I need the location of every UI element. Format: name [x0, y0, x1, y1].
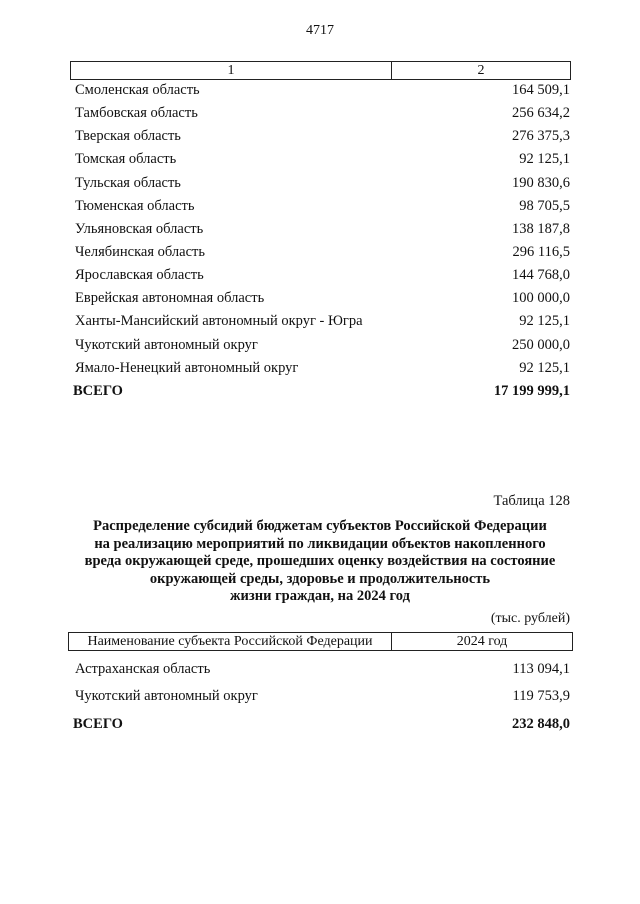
row-name: Тюменская область — [75, 197, 195, 214]
table-row — [75, 103, 570, 123]
row-name: Тамбовская область — [75, 104, 198, 121]
total-value: 232 848,0 — [512, 715, 570, 732]
row-name: Ярославская область — [75, 266, 204, 283]
row-name: Еврейская автономная область — [75, 289, 265, 306]
table2-header — [68, 632, 573, 651]
row-value: 296 116,5 — [512, 243, 570, 260]
row-value: 144 768,0 — [512, 266, 570, 283]
row-value: 276 375,3 — [512, 127, 570, 144]
units-label: (тыс. рублей) — [490, 611, 570, 626]
title-line: жизни граждан, на 2024 год — [230, 588, 410, 604]
row-value: 100 000,0 — [512, 289, 570, 306]
total-label: ВСЕГО — [73, 382, 123, 399]
table-row — [75, 288, 570, 308]
row-value: 138 187,8 — [512, 220, 570, 237]
table-row — [75, 80, 570, 100]
row-name: Тверская область — [75, 127, 181, 144]
table2-title — [60, 518, 580, 606]
table2-header-col2: 2024 год — [391, 633, 572, 650]
row-value: 98 705,5 — [519, 197, 570, 214]
row-name: Чукотский автономный округ — [75, 687, 258, 704]
title-line: на реализацию мероприятий по ликвидации объектов накопленного — [94, 535, 546, 552]
table-row — [75, 265, 570, 285]
total-value: 17 199 999,1 — [493, 382, 570, 399]
row-value: 92 125,1 — [519, 312, 570, 329]
row-value: 113 094,1 — [512, 660, 570, 677]
table-number-label: Таблица 128 — [493, 493, 570, 509]
row-name: Ульяновская область — [75, 220, 204, 237]
title-line: вреда окружающей среде, прошедших оценку воздействия на состояние — [84, 553, 556, 569]
table-row — [75, 126, 570, 146]
row-name: Томская область — [75, 150, 177, 167]
title-line: окружающей среды, здоровье и продолжительность — [149, 570, 491, 587]
table2-header-col1: Наименование субъекта Российской Федерации — [87, 633, 373, 649]
row-value: 250 000,0 — [512, 336, 570, 353]
title-line: Распределение субсидий бюджетам субъектов Российской Федерации — [93, 518, 547, 534]
table-row — [75, 196, 570, 216]
table1-header — [70, 61, 571, 80]
table-row — [75, 311, 570, 331]
table2-total-row — [73, 714, 570, 734]
row-value: 92 125,1 — [519, 359, 570, 376]
row-value: 119 753,9 — [512, 687, 570, 704]
row-name: Челябинская область — [75, 243, 205, 260]
row-name: Астраханская область — [75, 660, 211, 677]
row-value: 190 830,6 — [512, 174, 570, 191]
row-name: Чукотский автономный округ — [75, 336, 258, 353]
table-row — [75, 659, 570, 679]
table-row — [75, 219, 570, 239]
total-label: ВСЕГО — [73, 715, 123, 732]
table-row — [75, 358, 570, 378]
table-row — [75, 335, 570, 355]
table1-total-row — [73, 381, 570, 401]
table1-header-col1: 1 — [227, 62, 235, 78]
row-value: 256 634,2 — [512, 104, 570, 121]
table-row — [75, 173, 570, 193]
table-row — [75, 242, 570, 262]
row-name: Тульская область — [75, 174, 181, 191]
page-number: 4717 — [306, 23, 334, 38]
row-value: 92 125,1 — [519, 150, 570, 167]
table-row — [75, 686, 570, 706]
row-name: Смоленская область — [75, 81, 200, 98]
row-name: Ямало-Ненецкий автономный округ — [75, 359, 299, 376]
row-value: 164 509,1 — [512, 81, 570, 98]
table-row — [75, 149, 570, 169]
row-name: Ханты-Мансийский автономный округ - Югра — [75, 312, 363, 329]
table1-header-col2: 2 — [391, 62, 570, 79]
